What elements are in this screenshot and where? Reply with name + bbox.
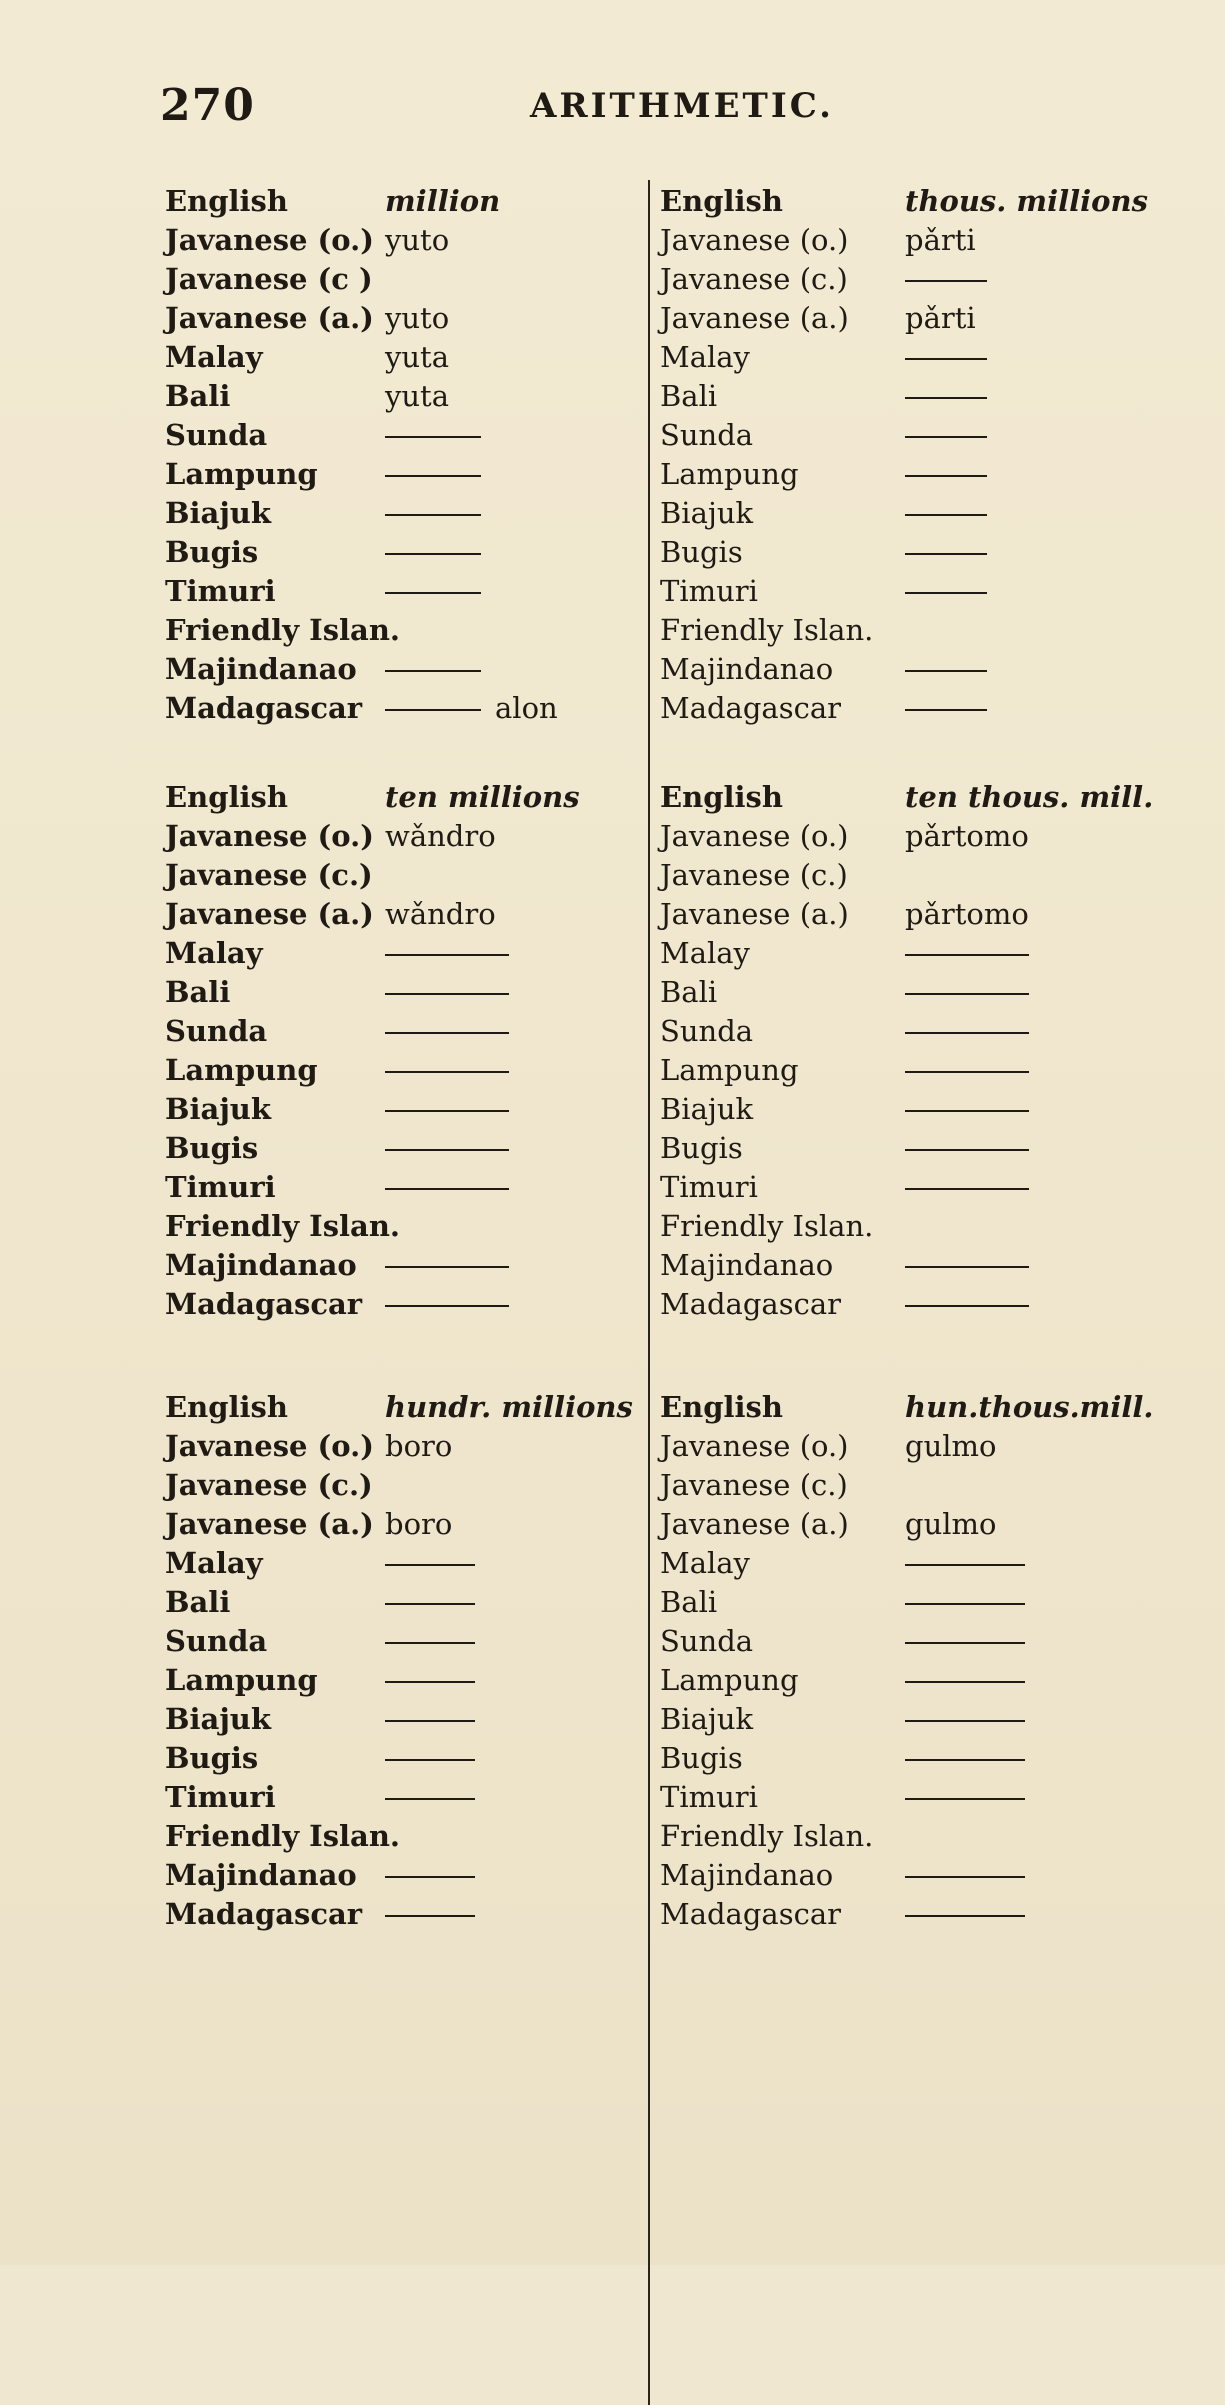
- table-row: [165, 1207, 625, 1246]
- table-row: [165, 221, 625, 260]
- blank-dash: [905, 280, 987, 282]
- language-name: Timuri: [660, 1780, 758, 1814]
- language-name: Madagascar: [660, 1287, 841, 1321]
- language-name: Timuri: [660, 1170, 758, 1204]
- language-name: Javanese (o.): [165, 223, 374, 257]
- language-name: Javanese (c ): [165, 262, 373, 296]
- language-name: Timuri: [165, 1170, 276, 1204]
- table-row: [660, 1466, 1120, 1505]
- language-name: Madagascar: [660, 691, 841, 725]
- column-heading-number: thous. millions: [905, 184, 1148, 218]
- table-left-3: [165, 1388, 633, 1934]
- table-row: [660, 572, 1120, 611]
- language-name: Bugis: [660, 1741, 743, 1775]
- language-name: Madagascar: [165, 1897, 363, 1931]
- language-name: Sunda: [660, 1624, 754, 1658]
- language-name: Lampung: [660, 457, 799, 491]
- table-row: [660, 1012, 1120, 1051]
- table-row: [660, 377, 1120, 416]
- column-heading-number: hun.thous.mill.: [905, 1390, 1154, 1424]
- blank-dash: [385, 514, 481, 516]
- language-name: Biajuk: [660, 1092, 754, 1126]
- blank-dash: [905, 1603, 1025, 1605]
- blank-dash: [385, 1071, 509, 1073]
- number-word: gulmo: [905, 1429, 997, 1463]
- language-name: Madagascar: [660, 1897, 841, 1931]
- table-row: [660, 221, 1120, 260]
- column-heading-number: hundr. millions: [385, 1390, 633, 1424]
- table-row: [165, 299, 625, 338]
- table-header-row: [660, 778, 1154, 817]
- language-name: Majindanao: [165, 1248, 357, 1282]
- column-heading-language: English: [165, 780, 288, 814]
- language-name: Majindanao: [660, 1248, 834, 1282]
- language-name: Javanese (o.): [660, 819, 849, 853]
- blank-dash: [385, 954, 509, 956]
- table-row: [660, 1246, 1120, 1285]
- blank-dash: [905, 1071, 1029, 1073]
- number-word: pǎrtomo: [905, 897, 1029, 931]
- column-heading-number: ten thous. mill.: [905, 780, 1154, 814]
- table-row: [165, 895, 625, 934]
- blank-dash: [905, 1642, 1025, 1644]
- table-row: [660, 338, 1120, 377]
- number-word: boro: [385, 1507, 453, 1541]
- language-name: Javanese (a.): [660, 897, 849, 931]
- table-row: [660, 1856, 1120, 1895]
- language-name: Bugis: [165, 1131, 259, 1165]
- table-row: [660, 934, 1120, 973]
- language-name: Friendly Islan.: [660, 1819, 874, 1853]
- blank-dash: [905, 1305, 1029, 1307]
- language-name: Javanese (o.): [660, 1429, 849, 1463]
- table-row: [660, 455, 1120, 494]
- blank-dash: [385, 592, 481, 594]
- language-name: Malay: [165, 1546, 263, 1580]
- language-name: Javanese (c.): [660, 1468, 848, 1502]
- language-name: Javanese (a.): [660, 301, 849, 335]
- language-name: Majindanao: [660, 652, 834, 686]
- column-heading-number: ten millions: [385, 780, 580, 814]
- blank-dash: [905, 1110, 1029, 1112]
- blank-dash: [385, 1798, 475, 1800]
- language-name: Friendly Islan.: [660, 1209, 874, 1243]
- language-name: Javanese (a.): [660, 1507, 849, 1541]
- language-name: Lampung: [165, 1053, 318, 1087]
- table-row: [660, 689, 1120, 728]
- blank-dash: [905, 1032, 1029, 1034]
- language-name: Bali: [660, 975, 718, 1009]
- number-word: gulmo: [905, 1507, 997, 1541]
- language-name: Javanese (c.): [165, 1468, 373, 1502]
- language-name: Sunda: [660, 1014, 754, 1048]
- language-name: Biajuk: [165, 1702, 271, 1736]
- table-row: [165, 1168, 625, 1207]
- table-row: [165, 377, 625, 416]
- table-right-1: [660, 182, 1148, 728]
- language-name: Bugis: [660, 1131, 743, 1165]
- language-name: Majindanao: [165, 1858, 357, 1892]
- table-row: [660, 973, 1120, 1012]
- language-name: Javanese (a.): [165, 897, 374, 931]
- column-heading-language: English: [660, 1390, 783, 1424]
- table-row: [165, 494, 625, 533]
- language-name: Javanese (c.): [165, 858, 373, 892]
- table-row: [660, 1168, 1120, 1207]
- language-name: Majindanao: [660, 1858, 834, 1892]
- column-heading-language: English: [165, 184, 288, 218]
- blank-dash: [385, 993, 509, 995]
- language-name: Friendly Islan.: [660, 613, 874, 647]
- number-word: yuta: [385, 340, 450, 374]
- blank-dash: [905, 1564, 1025, 1566]
- blank-dash: [385, 1305, 509, 1307]
- blank-dash: [905, 1720, 1025, 1722]
- blank-dash: [905, 1188, 1029, 1190]
- blank-dash: [905, 1876, 1025, 1878]
- language-name: Biajuk: [660, 1702, 754, 1736]
- table-row: [165, 1817, 625, 1856]
- language-name: Javanese (o.): [165, 819, 374, 853]
- blank-dash: [905, 1266, 1029, 1268]
- table-header-row: [660, 182, 1148, 221]
- table-left-2: [165, 778, 625, 1324]
- language-name: Majindanao: [165, 652, 357, 686]
- number-word: wǎndro: [385, 819, 496, 853]
- number-word: wǎndro: [385, 897, 496, 931]
- blank-dash: [385, 1876, 475, 1878]
- language-name: Friendly Islan.: [165, 613, 401, 647]
- number-word: pǎrti: [905, 301, 976, 335]
- blank-dash: [385, 1188, 509, 1190]
- table-row: [165, 817, 625, 856]
- blank-dash: [385, 436, 481, 438]
- blank-dash: [905, 709, 987, 711]
- table-row: [660, 895, 1120, 934]
- table-row: [165, 1505, 625, 1544]
- language-name: Javanese (a.): [165, 1507, 374, 1541]
- table-row: [165, 572, 625, 611]
- table-row: [165, 1778, 625, 1817]
- table-row: [165, 338, 625, 377]
- table-row: [165, 1544, 625, 1583]
- blank-dash: [385, 1642, 475, 1644]
- language-name: Madagascar: [165, 691, 363, 725]
- table-row: [660, 1661, 1120, 1700]
- language-name: Bali: [165, 975, 231, 1009]
- table-row: [165, 611, 625, 650]
- number-word: pǎrtomo: [905, 819, 1029, 853]
- table-row: [165, 1700, 625, 1739]
- table-row: [165, 260, 625, 299]
- table-row: [165, 533, 625, 572]
- table-row: [660, 1739, 1120, 1778]
- column-heading-language: English: [165, 1390, 288, 1424]
- table-row: [660, 1544, 1120, 1583]
- language-name: Bali: [660, 1585, 718, 1619]
- table-row: [660, 1895, 1120, 1934]
- number-word: pǎrti: [905, 223, 976, 257]
- table-row: [165, 934, 625, 973]
- language-name: Bali: [165, 1585, 231, 1619]
- language-name: Bugis: [660, 535, 743, 569]
- table-row: [165, 1285, 625, 1324]
- language-name: Bugis: [165, 1741, 259, 1775]
- blank-dash: [905, 358, 987, 360]
- blank-dash: [905, 436, 987, 438]
- language-name: Biajuk: [165, 496, 271, 530]
- table-header-row: [660, 1388, 1154, 1427]
- language-name: Lampung: [660, 1053, 799, 1087]
- table-row: [165, 689, 625, 728]
- table-row: [660, 1285, 1120, 1324]
- blank-dash: [385, 670, 481, 672]
- table-row: [660, 1129, 1120, 1168]
- language-name: Sunda: [165, 1014, 268, 1048]
- language-name: Malay: [660, 340, 750, 374]
- table-right-2: [660, 778, 1154, 1324]
- language-name: Biajuk: [660, 496, 754, 530]
- language-name: Sunda: [165, 418, 268, 452]
- language-name: Sunda: [660, 418, 754, 452]
- table-row: [660, 299, 1120, 338]
- language-name: Madagascar: [165, 1287, 363, 1321]
- table-row: [165, 1427, 625, 1466]
- language-name: Lampung: [165, 457, 318, 491]
- language-name: Lampung: [165, 1663, 318, 1697]
- table-row: [660, 1817, 1120, 1856]
- language-name: Friendly Islan.: [165, 1819, 401, 1853]
- blank-dash: [905, 592, 987, 594]
- table-header-row: [165, 182, 625, 221]
- blank-dash: [385, 1681, 475, 1683]
- page-number: 270: [160, 80, 255, 131]
- table-row: [165, 1739, 625, 1778]
- table-row: [165, 1622, 625, 1661]
- blank-dash: [905, 1798, 1025, 1800]
- column-heading-number: million: [385, 184, 501, 218]
- blank-dash: [385, 475, 481, 477]
- table-row: [165, 1856, 625, 1895]
- table-row: [165, 1246, 625, 1285]
- language-name: Sunda: [165, 1624, 268, 1658]
- table-row: [165, 1129, 625, 1168]
- table-row: [660, 1427, 1120, 1466]
- page-header: [160, 80, 1060, 140]
- number-word: yuta: [385, 379, 450, 413]
- language-name: Javanese (o.): [660, 223, 849, 257]
- table-row: [165, 416, 625, 455]
- blank-dash: [385, 553, 481, 555]
- table-row: [165, 1051, 625, 1090]
- table-row: [660, 650, 1120, 689]
- language-name: Javanese (c.): [660, 858, 848, 892]
- blank-dash: [385, 1266, 509, 1268]
- language-name: Timuri: [165, 574, 276, 608]
- language-name: Malay: [660, 1546, 750, 1580]
- blank-dash: [905, 514, 987, 516]
- running-title: ARITHMETIC.: [530, 86, 835, 126]
- blank-dash: [905, 397, 987, 399]
- table-row: [660, 1700, 1120, 1739]
- language-name: Javanese (o.): [165, 1429, 374, 1463]
- number-word: yuto: [385, 301, 450, 335]
- table-row: [165, 856, 625, 895]
- table-row: [165, 1583, 625, 1622]
- language-name: Malay: [165, 936, 263, 970]
- blank-dash: [905, 954, 1029, 956]
- language-name: Biajuk: [165, 1092, 271, 1126]
- table-row: [165, 650, 625, 689]
- blank-dash: [905, 1149, 1029, 1151]
- language-name: Friendly Islan.: [165, 1209, 401, 1243]
- language-name: Bali: [165, 379, 231, 413]
- table-header-row: [165, 1388, 633, 1427]
- column-divider: [648, 180, 650, 2405]
- table-left-1: [165, 182, 625, 728]
- table-right-3: [660, 1388, 1154, 1934]
- table-row: [165, 1661, 625, 1700]
- blank-dash: [385, 1149, 509, 1151]
- table-row: [660, 416, 1120, 455]
- table-row: [660, 260, 1120, 299]
- table-row: [660, 1207, 1120, 1246]
- blank-dash: [385, 1564, 475, 1566]
- language-name: Malay: [165, 340, 263, 374]
- language-name: Malay: [660, 936, 750, 970]
- number-word: yuto: [385, 223, 450, 257]
- table-row: [660, 1505, 1120, 1544]
- column-heading-language: English: [660, 184, 783, 218]
- table-row: [165, 1012, 625, 1051]
- language-name: Bugis: [165, 535, 259, 569]
- language-name: Lampung: [660, 1663, 799, 1697]
- blank-dash: [385, 1759, 475, 1761]
- number-word: boro: [385, 1429, 453, 1463]
- blank-dash: [905, 1681, 1025, 1683]
- language-name: Javanese (c.): [660, 262, 848, 296]
- table-row: [165, 1090, 625, 1129]
- blank-dash: [385, 1032, 509, 1034]
- table-header-row: [165, 778, 625, 817]
- blank-dash: [385, 709, 481, 711]
- blank-dash: [385, 1603, 475, 1605]
- table-row: [165, 1895, 625, 1934]
- table-row: [660, 1090, 1120, 1129]
- blank-dash: [905, 993, 1029, 995]
- table-row: [660, 533, 1120, 572]
- language-name: Bali: [660, 379, 718, 413]
- table-row: [660, 1622, 1120, 1661]
- blank-dash: [905, 475, 987, 477]
- blank-dash: [905, 1759, 1025, 1761]
- number-word-extra: alon: [495, 691, 558, 725]
- table-row: [660, 817, 1120, 856]
- table-row: [660, 494, 1120, 533]
- blank-dash: [385, 1915, 475, 1917]
- language-name: Timuri: [660, 574, 758, 608]
- language-name: Timuri: [165, 1780, 276, 1814]
- table-row: [660, 611, 1120, 650]
- column-heading-language: English: [660, 780, 783, 814]
- blank-dash: [385, 1720, 475, 1722]
- table-row: [165, 973, 625, 1012]
- blank-dash: [905, 1915, 1025, 1917]
- table-row: [165, 455, 625, 494]
- language-name: Javanese (a.): [165, 301, 374, 335]
- blank-dash: [385, 1110, 509, 1112]
- table-row: [660, 1051, 1120, 1090]
- table-row: [660, 1778, 1120, 1817]
- table-row: [660, 1583, 1120, 1622]
- table-row: [660, 856, 1120, 895]
- blank-dash: [905, 553, 987, 555]
- table-row: [165, 1466, 625, 1505]
- blank-dash: [905, 670, 987, 672]
